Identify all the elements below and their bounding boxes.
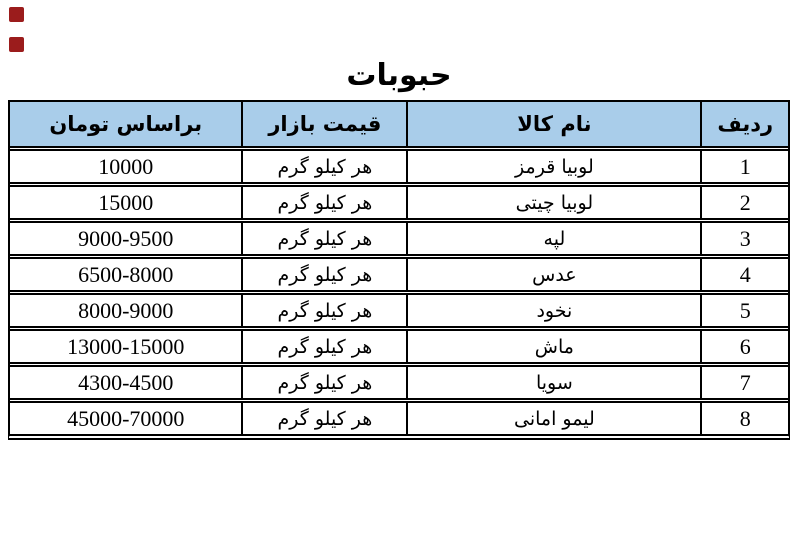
- cell-row-no: 8: [739, 405, 751, 431]
- table-row: [10, 326, 788, 362]
- cell-price: 8000-9000: [10, 295, 243, 326]
- cell-product: لوبیا چیتی: [408, 187, 702, 218]
- cell-row-no: 6: [739, 333, 751, 359]
- cell-price: 10000: [10, 151, 243, 182]
- cell-unit: هر کیلو گرم: [243, 403, 408, 434]
- cell-row-no: 3: [739, 225, 751, 251]
- table-row: [10, 146, 788, 182]
- cell-price: 6500-8000: [10, 259, 243, 290]
- cell-unit: هر کیلو گرم: [243, 295, 408, 326]
- table-row: [10, 398, 788, 434]
- cell-product: سویا: [408, 367, 702, 398]
- table-header-row: [10, 102, 788, 146]
- legumes-price-table: [8, 100, 790, 440]
- cell-unit: هر کیلو گرم: [243, 151, 408, 182]
- cell-row-no: 4: [739, 261, 751, 287]
- header-cell-toman-basis: براساس تومان: [10, 102, 243, 146]
- cell-unit: هر کیلو گرم: [243, 367, 408, 398]
- cell-row-no: 1: [739, 153, 751, 179]
- table-row: [10, 290, 788, 326]
- red-bullet-icon: [9, 37, 24, 52]
- header-cell-product: نام کالا: [408, 102, 702, 146]
- cell-product: لیمو امانی: [408, 403, 702, 434]
- table-row: [10, 182, 788, 218]
- red-bullet-icon: [9, 7, 24, 22]
- cell-price: 4300-4500: [10, 367, 243, 398]
- cell-price: 15000: [10, 187, 243, 218]
- table-row: [10, 362, 788, 398]
- cell-product: لپه: [408, 223, 702, 254]
- table-row: [10, 254, 788, 290]
- cell-price: 45000-70000: [10, 403, 243, 434]
- cell-product: ماش: [408, 331, 702, 362]
- cell-product: عدس: [408, 259, 702, 290]
- table-row: [10, 218, 788, 254]
- cell-row-no: 7: [739, 369, 751, 395]
- cell-price: 13000-15000: [10, 331, 243, 362]
- cell-unit: هر کیلو گرم: [243, 259, 408, 290]
- cell-row-no: 2: [739, 189, 751, 215]
- cell-price: 9000-9500: [10, 223, 243, 254]
- header-cell-row-no: ردیف: [717, 112, 774, 136]
- cell-product: نخود: [408, 295, 702, 326]
- page-title: حبوبات: [346, 58, 452, 93]
- cell-product: لوبیا قرمز: [408, 151, 702, 182]
- cell-unit: هر کیلو گرم: [243, 223, 408, 254]
- cell-unit: هر کیلو گرم: [243, 187, 408, 218]
- cell-unit: هر کیلو گرم: [243, 331, 408, 362]
- header-cell-market-price: قیمت بازار: [243, 102, 408, 146]
- cell-row-no: 5: [739, 297, 751, 323]
